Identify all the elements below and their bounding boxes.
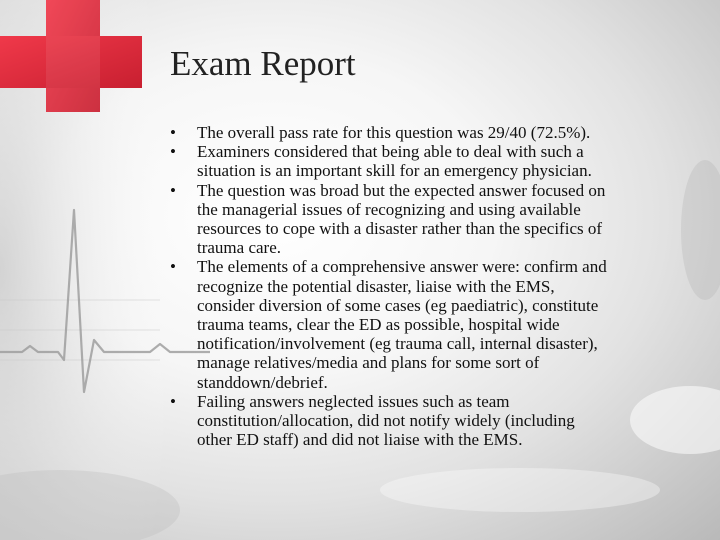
bullet-line: The question was broad but the expected answer focused on [197, 180, 606, 200]
bullet-line: the managerial issues of recognizing and using available [197, 199, 581, 219]
bullet-line: resources to cope with a disaster rather than the specifics of [197, 219, 603, 239]
bullet-text [197, 257, 690, 391]
bullet-text [197, 123, 690, 142]
bullet-line: consider diversion of some cases (eg paediatric), constitute [197, 295, 599, 315]
bullet-line: other ED staff) and did not liaise with the EMS. [197, 430, 523, 450]
bullet-line: Examiners considered that being able to deal with such a [197, 142, 584, 162]
bullet-marker: • [170, 123, 176, 142]
bullet-item [170, 181, 690, 258]
bullet-text [197, 181, 690, 258]
bullet-item [170, 142, 690, 180]
bullet-marker: • [170, 142, 176, 162]
bullet-marker: • [170, 391, 176, 411]
bullet-line: constitution/allocation, did not notify widely (including [197, 411, 575, 431]
bullet-text [197, 392, 690, 450]
bullet-text [197, 142, 690, 180]
bullet-item [170, 123, 690, 142]
bullet-line: The overall pass rate for this question was 29/40 (72.5%). [197, 123, 591, 142]
bullet-marker: • [170, 180, 176, 200]
bullet-line: situation is an important skill for an emergency physician. [197, 161, 592, 181]
slide-title: Exam Report [170, 44, 356, 83]
bullet-line: notification/involvement (eg trauma call, internal disaster), [197, 334, 598, 354]
bullet-line: Failing answers neglected issues such as team [197, 391, 510, 411]
bullet-list [170, 123, 690, 449]
bullet-line: The elements of a comprehensive answer were: confirm and [197, 257, 607, 277]
bullet-line: standdown/debrief. [197, 372, 328, 392]
bullet-line: trauma care. [197, 238, 281, 258]
bullet-line: manage relatives/media and plans for some sort of [197, 353, 540, 373]
bullet-line: recognize the potential disaster, liaise with the EMS, [197, 276, 555, 296]
bullet-item [170, 392, 690, 450]
bullet-marker: • [170, 257, 176, 277]
bg-white-shape-bottom [380, 468, 660, 512]
bullet-item [170, 257, 690, 391]
bullet-line: trauma teams, clear the ED as possible, hospital wide [197, 315, 560, 335]
